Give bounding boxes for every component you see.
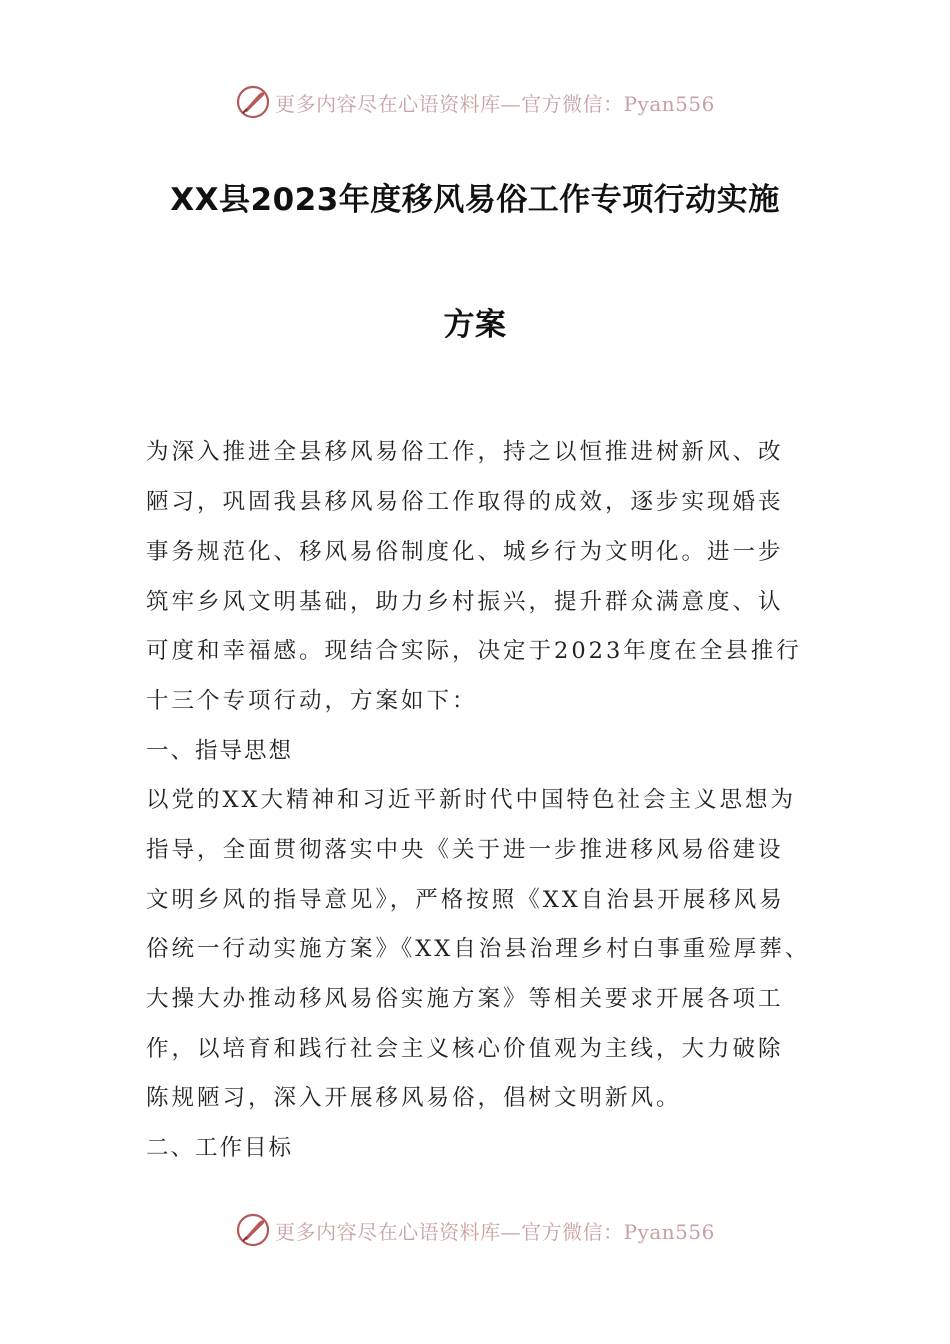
watermark-banner-bottom bbox=[0, 1210, 950, 1250]
paragraph-line: 为深入推进全县移风易俗工作，持之以恒推进树新风、改 bbox=[146, 439, 784, 465]
paragraph-line: 陋习，巩固我县移风易俗工作取得的成效，逐步实现婚丧 bbox=[146, 489, 784, 515]
paragraph-line: 文明乡风的指导意见》，严格按照《XX自治县开展移风易 bbox=[146, 887, 785, 913]
paragraph-line: 以党的XX大精神和习近平新时代中国特色社会主义思想为 bbox=[146, 787, 797, 813]
document-title-line-1: XX县2023年度移风易俗工作专项行动实施 bbox=[170, 182, 780, 218]
section-heading-guiding-thought: 一、指导思想 bbox=[146, 738, 294, 764]
watermark-banner-top bbox=[0, 82, 950, 122]
quill-pen-logo-icon bbox=[235, 84, 271, 120]
document-title-line-2: 方案 bbox=[443, 307, 507, 343]
paragraph-line: 事务规范化、移风易俗制度化、城乡行为文明化。进一步 bbox=[146, 539, 784, 565]
paragraph-line: 俗统一行动实施方案》《XX自治县治理乡村白事重殓厚葬、 bbox=[146, 936, 811, 962]
watermark-text: 更多内容尽在心语资料库—官方微信：Pyan556 bbox=[275, 91, 715, 116]
paragraph-line: 可度和幸福感。现结合实际，决定于2023年度在全县推行 bbox=[146, 638, 802, 664]
paragraph-line: 陈规陋习，深入开展移风易俗，倡树文明新风。 bbox=[146, 1085, 682, 1111]
watermark-text: 更多内容尽在心语资料库—官方微信：Pyan556 bbox=[275, 1219, 715, 1244]
paragraph-line: 筑牢乡风文明基础，助力乡村振兴，提升群众满意度、认 bbox=[146, 589, 784, 615]
quill-pen-logo-icon bbox=[235, 1212, 271, 1248]
paragraph-line: 指导，全面贯彻落实中央《关于进一步推进移风易俗建设 bbox=[146, 837, 784, 863]
paragraph-line: 作，以培育和践行社会主义核心价值观为主线，大力破除 bbox=[146, 1036, 784, 1062]
paragraph-line: 大操大办推动移风易俗实施方案》等相关要求开展各项工 bbox=[146, 986, 784, 1012]
paragraph-line: 十三个专项行动，方案如下： bbox=[146, 688, 478, 714]
section-heading-work-goals: 二、工作目标 bbox=[146, 1135, 294, 1161]
